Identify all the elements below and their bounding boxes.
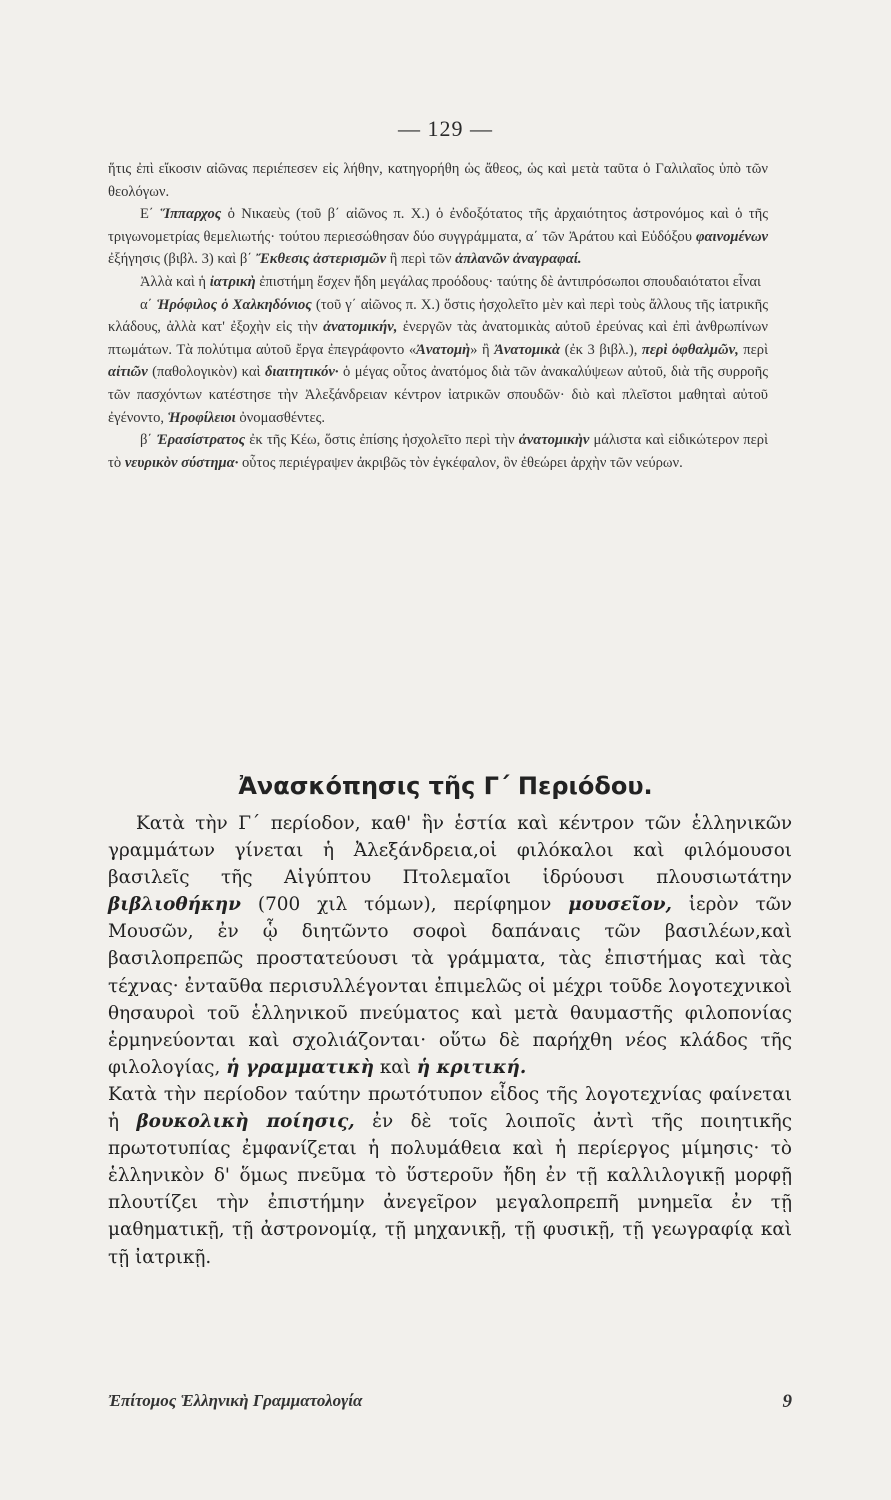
text-run: ἐνεργῶν τὰς ἀνατομικὰς αὐτοῦ ἐρεύνας καὶ ἐπὶ ἀνθρωπίνων πτωμάτων. Τὰ πολύτιμα αὐτοῦ ἔργα ἐπεγράφοντο « — [108, 319, 768, 358]
emphasis-text: Ἡροφίλειοι — [167, 409, 236, 426]
emphasis-text: ἀνατομικὴν — [518, 432, 590, 449]
paragraph — [108, 271, 768, 294]
emphasis-text: περὶ ὀφθαλμῶν, — [641, 341, 739, 358]
section-heading: Ἀνασκόπησις τῆς Γ΄ Περιόδου. — [238, 772, 653, 800]
text-run: ὁ Νικαεὺς (τοῦ β΄ αἰῶνος π. Χ.) ὁ ἐνδοξότατος τῆς ἀρχαιότητος ἀστρονόμος καὶ ὁ τῆς τριγωνομετρίας θεμελιωτής· τούτου περιεσώθησαν δύο συγγράμματα, α΄ τῶν Ἀράτου καὶ Εὐδόξου — [108, 206, 768, 245]
emphasis-text: βιβλιοθήκην — [108, 894, 241, 916]
emphasis-text: ἰατρικὴ — [209, 273, 256, 290]
large-text-block — [108, 810, 792, 1271]
emphasis-text: ἡ κριτική. — [416, 1056, 527, 1078]
text-run: ἢ περὶ τῶν — [386, 251, 456, 268]
page-number: — 129 — — [398, 116, 493, 141]
text-run: α΄ — [140, 296, 157, 313]
text-run: ἥτις ἐπὶ εἴκοσιν αἰῶνας περιέπεσεν εἰς λήθην, κατηγορήθη ὡς ἄθεος, ὡς καὶ μετὰ ταῦτα ὁ Γαλιλαῖος ὑπὸ τῶν θεολόγων. — [108, 161, 768, 200]
paragraph — [108, 810, 792, 1081]
emphasis-text: Ἔκθεσις ἀστερισμῶν — [255, 251, 387, 268]
emphasis-text: νευρικὸν σύστημα· — [124, 454, 239, 471]
paragraph — [108, 294, 768, 430]
emphasis-text: βουκολικὴ ποίησις, — [136, 1111, 355, 1133]
text-run: ἱερὸν τῶν Μουσῶν, ἐν ᾧ διητῶντο σοφοὶ δαπάναις τῶν βασιλέων,καὶ βασιλοπρεπῶς προστατεύουσι τὰ γράμματα, τὰς ἐπιστήμας καὶ τὰς τέχνας· ἐνταῦθα περισυλλέγονται ἐπιμελῶς οἱ μέχρι τοῦδε λογοτεχνικοὶ θησαυροὶ τοῦ ἑλληνικοῦ πνεύματος καὶ μετὰ θαυμαστῆς φιλοπονίας ἑρμηνεύονται καὶ σχολιάζονται· οὕτω δὲ παρήχθη νέος κλάδος τῆς φιλολογίας, — [108, 894, 792, 1078]
small-text-block — [108, 158, 768, 474]
text-run: ὀνομασθέντες. — [235, 409, 326, 426]
emphasis-text: Ἀνατομὴ — [416, 341, 471, 358]
emphasis-text: μουσεῖον, — [568, 894, 672, 916]
text-run: (ἐκ 3 βιβλ.), — [560, 341, 642, 358]
emphasis-text: Ἐρασίστρατος — [156, 432, 246, 449]
emphasis-text: ἡ γραμματικὴ — [226, 1056, 374, 1078]
text-run: περὶ — [738, 341, 768, 358]
text-run: » ἢ — [470, 341, 495, 358]
paragraph — [108, 1081, 792, 1271]
signature-mark: 9 — [782, 1391, 792, 1412]
text-run: ἐν δὲ τοῖς λοιποῖς ἀντὶ τῆς ποιητικῆς πρωτοτυπίας ἐμφανίζεται ἡ πολυμάθεια καὶ ἡ περίεργος μίμησις· τὸ ἑλληνικὸν δ' ὅμως πνεῦμα τὸ ὕστεροῦν ἤδη ἐν τῇ καλλιλογικῇ μορφῇ πλουτίζει τὴν ἐπιστήμην ἀνεγεῖρον μεγαλοπρεπῆ μνημεῖα ἐν τῇ μαθηματικῇ, τῇ ἀστρονομίᾳ, τῇ μηχανικῇ, τῇ φυσικῇ, τῇ γεωγραφίᾳ καὶ τῇ ἰατρικῇ. — [108, 1111, 792, 1268]
emphasis-text: Ἡρόφιλος ὁ Χαλκηδόνιος — [156, 296, 312, 313]
text-run: Ἀλλὰ καὶ ἡ — [140, 273, 210, 290]
paragraph — [108, 158, 768, 203]
emphasis-text: διαιτητικόν· — [264, 364, 339, 381]
emphasis-text: Ἀνατομικὰ — [494, 341, 561, 358]
text-run: ἐκ τῆς Κέω, ὅστις ἐπίσης ἠσχολεῖτο περὶ τὴν — [245, 432, 519, 449]
text-run: καὶ — [373, 1056, 417, 1078]
text-run: (παθολογικὸν) καὶ — [147, 364, 265, 381]
page-footer — [108, 1391, 792, 1411]
text-run: οὗτος περιέγραψεν ἀκριβῶς τὸν ἐγκέφαλον, ὃν ἐθεώρει ἀρχὴν τῶν νεύρων. — [238, 454, 683, 471]
footer-title: Ἐπίτομος Ἑλληνικὴ Γραμματολογία — [108, 1391, 363, 1410]
text-run: (700 χιλ τόμων), περίφημον — [240, 894, 569, 916]
text-run: Κατὰ τὴν περίοδον ταύτην πρωτότυπον εἶδος τῆς λογοτεχνίας φαίνεται ἡ — [108, 1083, 792, 1133]
text-run: ἐξήγησις (βιβλ. 3) καὶ β΄ — [108, 251, 256, 268]
text-run: Ε΄ — [140, 206, 161, 223]
text-run: β΄ — [140, 432, 157, 449]
text-run: (τοῦ γ΄ αἰῶνος π. Χ.) ὅστις ἠσχολεῖτο μὲν καὶ περὶ τοὺς ἄλλους τῆς ἰατρικῆς κλάδους, ἀλλὰ κατ' ἐξοχὴν εἰς τὴν — [108, 296, 768, 336]
paragraph — [108, 429, 768, 474]
emphasis-text: ἀπλανῶν ἀναγραφαί. — [455, 251, 582, 268]
emphasis-text: φαινομένων — [695, 228, 768, 245]
paragraph — [108, 203, 768, 271]
text-run: Κατὰ τὴν Γ΄ περίοδον, καθ' ἣν ἑστία καὶ κέντρον τῶν ἑλληνικῶν γραμμάτων γίνεται ἡ Ἀλεξάνδρεια,οἱ φιλόκαλοι καὶ φιλόμουσοι βασιλεῖς τῆς Αἰγύπτου Πτολεμαῖοι ἱδρύουσι πλουσιωτάτην — [108, 813, 792, 889]
text-run: μάλιστα καὶ εἰδικώτερον περὶ τὸ — [108, 432, 768, 471]
text-run: ἐπιστήμη ἔσχεν ἤδη μεγάλας προόδους· ταύτης δὲ ἀντιπρόσωποι σπουδαιότατοι εἶναι — [255, 273, 761, 290]
emphasis-text: Ἵππαρχος — [160, 206, 222, 223]
text-run: ὁ μέγας οὗτος ἀνατόμος διὰ τῶν ἀνακαλύψεων αὐτοῦ, διὰ τῆς συρροῆς τῶν πασχόντων κατέστησε τὴν Ἀλεξάνδρειαν κέντρον ἰατρικῶν σπουδῶν· διὸ καὶ πλεῖστοι μαθηταὶ αὐτοῦ ἐγένοντο, — [108, 364, 768, 426]
emphasis-text: αἰτιῶν — [108, 364, 148, 381]
emphasis-text: ἀνατομικήν, — [323, 319, 398, 336]
